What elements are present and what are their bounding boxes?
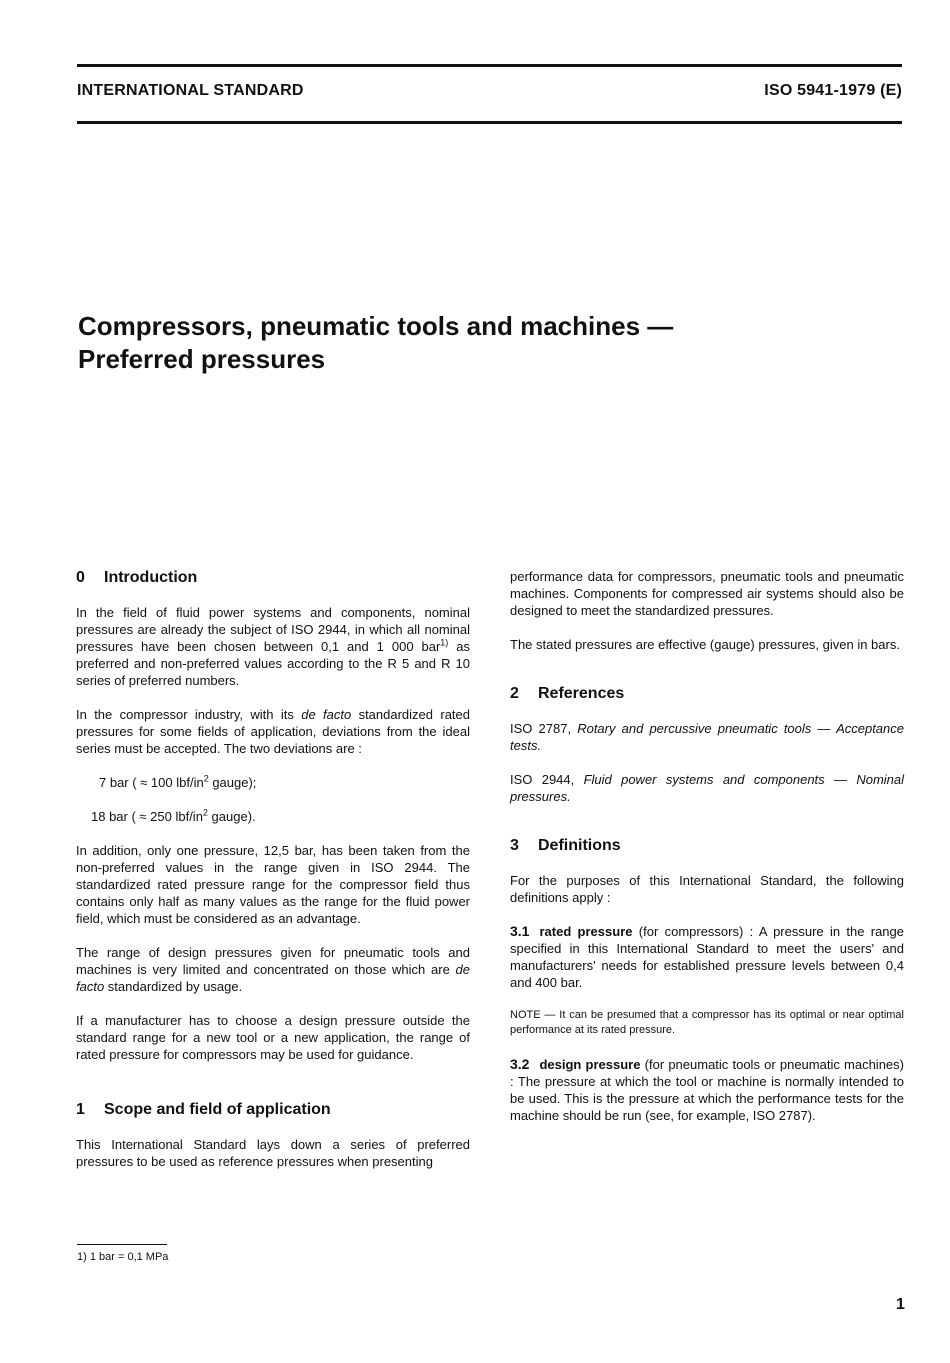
section-1-heading: 1 Scope and field of application: [76, 1101, 331, 1118]
reference-iso-2944: ISO 2944, Fluid power systems and components — Nominal pressures.: [510, 772, 905, 804]
footnote: 1) 1 bar = 0,1 MPa: [77, 1251, 169, 1263]
definition-design-pressure: 3.2 design pressure (for pneumatic tools or pneumatic machines) : The pressure at which the tool or machine is normally intended to be used. This is the pressure at which the performance tests for the machine should be run (see, for example, ISO 2787).: [510, 1056, 904, 1123]
scope-paragraph-1-continued: performance data for compressors, pneumatic tools and pneumatic machines. Components for compressed air systems should also be designed to meet the standardized pressures.: [510, 569, 904, 618]
standard-number: ISO 5941-1979 (E): [764, 82, 902, 99]
section-2-heading: 2 References: [510, 685, 625, 702]
document-type-label: INTERNATIONAL STANDARD: [77, 82, 304, 99]
intro-paragraph-3: In addition, only one pressure, 12,5 bar, has been taken from the non-preferred values in the range given in ISO 2944. The standardized rated pressure range for the compressor field thus contains only half as many values as the range for the fluid power field, which must be considered as an advantage.: [76, 843, 470, 926]
page-number: 1: [896, 1296, 905, 1313]
header-top-rule: [77, 64, 902, 67]
reference-iso-2787: ISO 2787, Rotary and percussive pneumatic tools — Acceptance tests.: [510, 721, 904, 753]
title-line-1: Compressors, pneumatic tools and machines —: [78, 311, 674, 341]
intro-paragraph-4: The range of design pressures given for pneumatic tools and machines is very limited and concentrated on those which are de facto standardized by usage.: [76, 945, 470, 994]
footnote-rule: [77, 1244, 167, 1245]
scope-paragraph-1: This International Standard lays down a series of preferred pressures to be used as reference pressures when presenting: [76, 1137, 470, 1169]
footnote-reference: 1): [440, 637, 449, 648]
intro-paragraph-1: In the field of fluid power systems and components, nominal pressures are already the subject of ISO 2944, in which all nominal pressures have been chosen between 0,1 and 1 000 bar$^{1)}$ as preferred and non-preferred values according to the R 5 and R 10 series of preferred numbers.: [76, 605, 470, 688]
intro-paragraph-5: If a manufacturer has to choose a design pressure outside the standard range for a new tool or a new application, the range of rated pressure for compressors may be used for guidance.: [76, 1013, 470, 1062]
deviation-18-bar: 18 bar ( ≈ 250 lbf/$in^2$ gauge).: [91, 807, 256, 824]
header-bottom-rule: [77, 121, 902, 124]
section-0-heading: 0 Introduction: [76, 569, 198, 586]
document-title: [78, 310, 878, 376]
definition-rated-pressure: 3.1 rated pressure (for compressors) : A pressure in the range specified in this International Standard to meet the users' and manufacturers' needs for established pressure levels between 0,4 and 400 bar.: [510, 923, 904, 990]
title-line-2: Preferred pressures: [78, 344, 326, 374]
right-column: [510, 568, 904, 1141]
deviation-7-bar: 7 bar ( ≈ 100 lbf/$in^2$ gauge);: [99, 773, 257, 790]
definitions-intro: For the purposes of this International Standard, the following definitions apply :: [510, 873, 904, 905]
definition-note: NOTE — It can be presumed that a compressor has its optimal or near optimal performance at its rated pressure.: [510, 1009, 904, 1036]
intro-paragraph-2: In the compressor industry, with its de facto standardized rated pressures for some fields of application, deviations from the ideal series must be accepted. The two deviations are :: [76, 707, 470, 756]
section-3-heading: 3 Definitions: [510, 837, 621, 854]
scope-paragraph-2: The stated pressures are effective (gauge) pressures, given in bars.: [510, 637, 900, 652]
left-column: [76, 568, 470, 1187]
